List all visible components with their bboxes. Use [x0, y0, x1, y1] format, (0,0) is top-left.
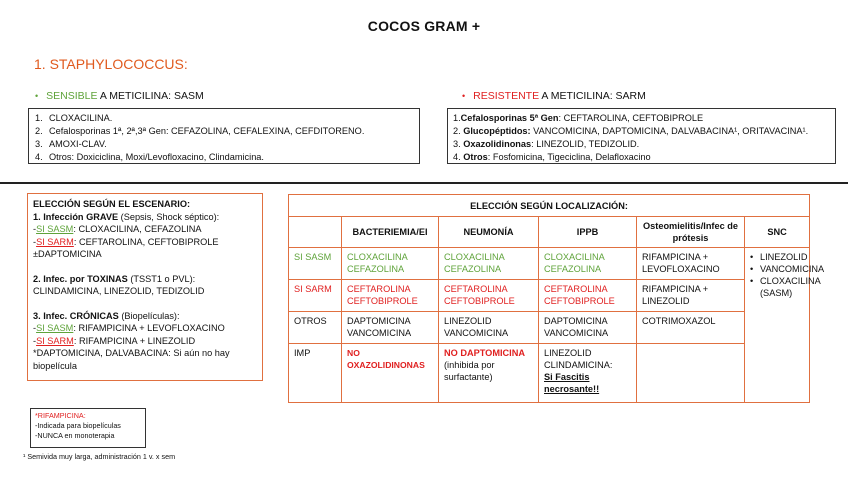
column-header: NEUMONÍA — [439, 217, 539, 248]
table-row — [289, 344, 810, 403]
divider — [0, 182, 848, 184]
localizacion-table-box — [288, 194, 825, 403]
row-label: SI SARM — [289, 280, 342, 312]
table-cell: DAPTOMICINA VANCOMICINA — [539, 312, 637, 344]
sensible-label: SENSIBLE — [46, 90, 98, 102]
rifampicina-note — [30, 408, 146, 448]
list-item: 2. Glucopéptidos: VANCOMICINA, DAPTOMICINA, DALVABACINA¹, ORITAVACINA¹. — [453, 126, 809, 136]
table-cell: CLOXACILINA CEFAZOLINA — [342, 248, 439, 280]
list-item: 4. Otros: Doxiciclina, Moxi/Levofloxacino, Clindamicina. — [35, 152, 264, 162]
table-row — [289, 312, 810, 344]
resistente-rest: A METICILINA: SARM — [539, 90, 646, 102]
list-item: • CLOXACILINA (SASM) — [750, 275, 804, 299]
footnote: ¹ Semivida muy larga, administración 1 v. x sem — [23, 452, 176, 461]
bullet-icon: • — [35, 91, 39, 101]
table-cell: NO DAPTOMICINA (inhibida por surfactante) — [439, 344, 539, 403]
table-cell: LINEZOLID CLINDAMICINA: Si Fascitis necrosante!! — [539, 344, 637, 403]
table-cell: NO OXAZOLIDINONAS — [342, 344, 439, 403]
grave-extra: ±DAPTOMICINA — [33, 249, 102, 259]
grave-sasm: -SI SASM: CLOXACILINA, CEFAZOLINA — [33, 224, 202, 234]
list-item: 1.Cefalosporinas 5ª Gen: CEFTAROLINA, CEFTOBIPROLE — [453, 113, 704, 123]
list-item: 2. Cefalosporinas 1ª, 2ª,3ª Gen: CEFAZOLINA, CEFALEXINA, CEFDITORENO. — [35, 126, 365, 136]
list-item: 1. CLOXACILINA. — [35, 113, 113, 123]
rifampicina-line: -Indicada para biopelículas — [35, 421, 121, 430]
table-row — [289, 280, 810, 312]
list-item: 3. AMOXI-CLAV. — [35, 139, 107, 149]
row-label: OTROS — [289, 312, 342, 344]
column-header: BACTERIEMIA/EI — [342, 217, 439, 248]
table-cell: CLOXACILINA CEFAZOLINA — [539, 248, 637, 280]
grave-heading: 1. Infección GRAVE (Sepsis, Shock séptico): — [33, 211, 220, 222]
resistente-heading — [462, 90, 646, 102]
bullet-icon: • — [462, 91, 466, 101]
resistente-list-box — [447, 108, 836, 164]
table-cell: RIFAMPICINA + LINEZOLID — [637, 280, 745, 312]
scenario-box — [27, 193, 263, 381]
column-header: IPPB — [539, 217, 637, 248]
list-item: 4. Otros: Fosfomicina, Tigeciclina, Delafloxacino — [453, 152, 651, 162]
page-title: COCOS GRAM + — [367, 18, 481, 34]
table-cell: CEFTAROLINA CEFTOBIPROLE — [342, 280, 439, 312]
rifampicina-line: -NUNCA en monoterapia — [35, 431, 115, 440]
table-cell: CEFTAROLINA CEFTOBIPROLE — [539, 280, 637, 312]
toxinas-heading: 2. Infec. por TOXINAS (TSST1 o PVL): — [33, 273, 196, 284]
cronicas-note: *DAPTOMICINA, DALVABACINA: Si aún no hay biopelícula — [33, 348, 230, 371]
toxinas-text: CLINDAMICINA, LINEZOLID, TEDIZOLID — [33, 286, 205, 296]
list-item: • LINEZOLID — [750, 251, 804, 263]
sensible-list-box — [28, 108, 420, 164]
table-cell — [637, 344, 745, 403]
scenario-title: ELECCIÓN SEGÚN EL ESCENARIO: — [33, 199, 191, 209]
grave-sarm: -SI SARM: CEFTAROLINA, CEFTOBIPROLE — [33, 236, 219, 247]
cronicas-sarm: -SI SARM: RIFAMPICINA + LINEZOLID — [33, 335, 196, 346]
resistente-label: RESISTENTE — [473, 90, 540, 102]
table-cell: RIFAMPICINA + LEVOFLOXACINO — [637, 248, 745, 280]
table-cell: LINEZOLID VANCOMICINA — [439, 312, 539, 344]
list-item: 3. Oxazolidinonas: LINEZOLID, TEDIZOLID. — [453, 139, 640, 149]
row-label: SI SASM — [289, 248, 342, 280]
section-title: 1. STAPHYLOCOCCUS: — [34, 56, 188, 72]
table-cell: COTRIMOXAZOL — [637, 312, 745, 344]
sensible-rest: A METICILINA: SASM — [97, 90, 204, 102]
table-cell: DAPTOMICINA VANCOMICINA — [342, 312, 439, 344]
cronicas-sasm: -SI SASM: RIFAMPICINA + LEVOFLOXACINO — [33, 323, 225, 333]
localizacion-table — [288, 194, 825, 403]
column-header: Osteomielitis/Infec de prótesis — [637, 217, 745, 248]
table-row — [289, 248, 810, 280]
list-item: • VANCOMICINA — [750, 263, 804, 275]
snc-cell — [745, 248, 825, 403]
table-header-row — [289, 217, 810, 248]
table-cell: CEFTAROLINA CEFTOBIPROLE — [439, 280, 539, 312]
row-label: IMP — [289, 344, 342, 403]
cronicas-heading: 3. Infec. CRÓNICAS (Biopelículas): — [33, 310, 180, 321]
sensible-heading — [35, 90, 204, 102]
localizacion-title: ELECCIÓN SEGÚN LOCALIZACIÓN: — [289, 195, 810, 217]
table-cell: CLOXACILINA CEFAZOLINA — [439, 248, 539, 280]
column-header: SNC — [745, 217, 810, 248]
rifampicina-title: *RIFAMPICINA: — [35, 411, 86, 420]
